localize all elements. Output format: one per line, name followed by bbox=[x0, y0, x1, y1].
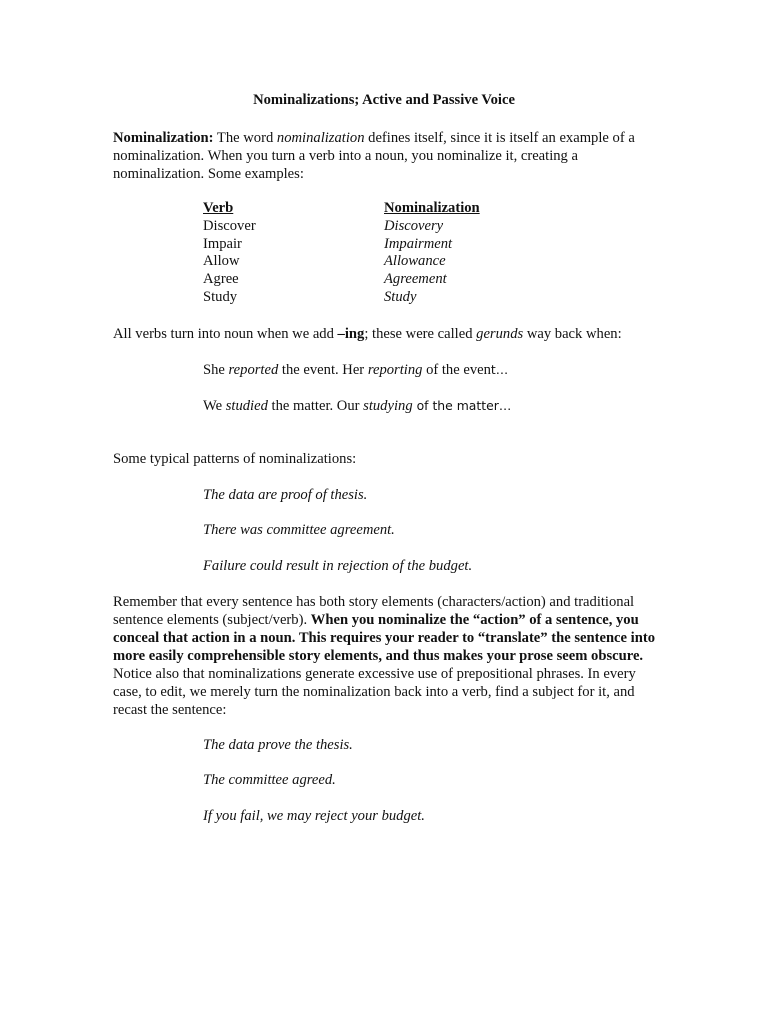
gerund-text-1: All verbs turn into noun when we add bbox=[113, 326, 338, 342]
intro-italic-term: nominalization bbox=[276, 130, 365, 146]
nominalization-cell: Impairment bbox=[384, 235, 453, 252]
table-row bbox=[203, 253, 480, 271]
gerund-text-2: ; these were called bbox=[364, 326, 477, 342]
verb-nominalization-table bbox=[203, 200, 480, 307]
nominalization-cell: Allowance bbox=[384, 253, 446, 270]
revision-example: The data prove the thesis. bbox=[203, 737, 353, 753]
example-reported: She reported the event. Her reporting of the event… bbox=[203, 362, 509, 378]
verb-cell: Study bbox=[203, 288, 238, 305]
table-row bbox=[203, 236, 480, 254]
intro-label: Nominalization: bbox=[113, 130, 214, 146]
remember-text-1: Remember that every sentence has both story elements (characters/action) and traditional sentence elements (subject/verb). bbox=[113, 594, 635, 628]
intro-paragraph bbox=[113, 129, 658, 183]
remember-emphasis: When you nominalize the “action” of a sentence, you conceal that action in a noun. This requires your reader to “translate” the sentence into more easily comprehensible story elements, and thus makes your prose seem obscure. bbox=[113, 612, 655, 664]
verb-cell: Discover bbox=[203, 217, 256, 234]
page-title: Nominalizations; Active and Passive Voice bbox=[253, 92, 515, 108]
header-verb: Verb bbox=[203, 200, 234, 216]
table-row bbox=[203, 289, 480, 307]
pattern-example: The data are proof of thesis. bbox=[203, 487, 368, 503]
revision-example: If you fail, we may reject your budget. bbox=[203, 808, 425, 824]
verb-cell: Allow bbox=[203, 253, 240, 270]
intro-text-2: defines itself, since it is itself an example of a nominalization. When you turn a verb into a noun, you nominalize it, creating a nominalization. Some examples: bbox=[113, 130, 635, 182]
nominalization-cell: Discovery bbox=[384, 217, 444, 234]
nominalization-cell: Agreement bbox=[384, 271, 447, 288]
remember-paragraph bbox=[113, 593, 661, 719]
ing-suffix: –ing bbox=[337, 326, 365, 342]
pattern-example: Failure could result in rejection of the budget. bbox=[203, 558, 473, 574]
table-header-row bbox=[203, 200, 480, 218]
example-studied: We studied the matter. Our studying of the matter… bbox=[203, 398, 512, 414]
verb-cell: Impair bbox=[203, 235, 242, 252]
gerunds-term: gerunds bbox=[476, 326, 524, 342]
intro-text-1: The word bbox=[213, 130, 277, 146]
remember-text-2: Notice also that nominalizations generate excessive use of prepositional phrases. In every case, to edit, we merely turn the nominalization back into a verb, find a subject for it, and recast the sentence: bbox=[113, 666, 636, 718]
table-row bbox=[203, 271, 480, 289]
table-row bbox=[203, 218, 480, 236]
gerund-paragraph bbox=[113, 325, 658, 343]
revision-example: The committee agreed. bbox=[203, 772, 336, 788]
pattern-example: There was committee agreement. bbox=[203, 522, 395, 538]
nominalization-cell: Study bbox=[384, 288, 417, 305]
gerund-text-3: way back when: bbox=[523, 326, 622, 342]
verb-cell: Agree bbox=[203, 271, 239, 288]
patterns-intro: Some typical patterns of nominalizations: bbox=[113, 451, 357, 467]
header-nominalization: Nominalization bbox=[384, 200, 480, 216]
